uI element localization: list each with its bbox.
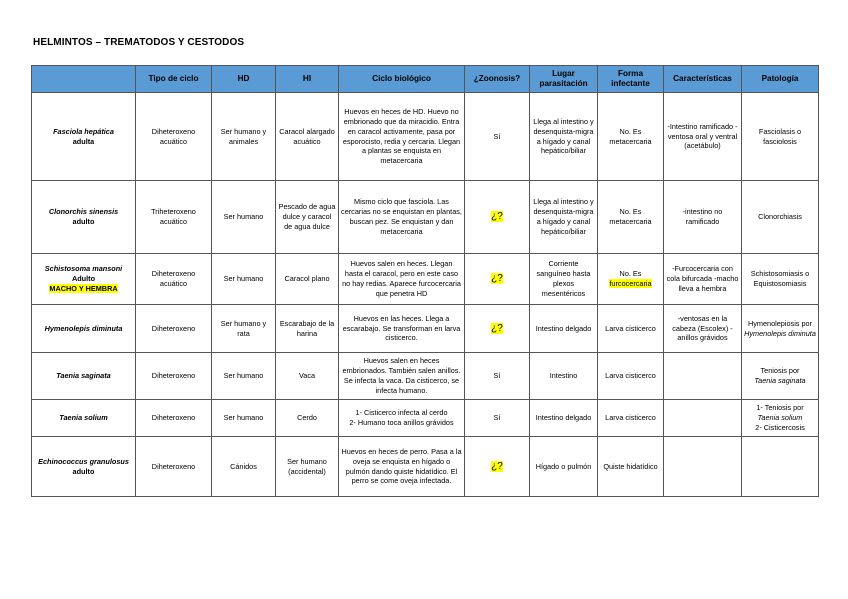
hd-cell: Ser humano <box>212 400 276 437</box>
ciclo-cell: Huevos salen en heces embrionados. También salen anillos. Se infecta la vaca. Da cisticerco, se infecta humano. <box>339 353 465 400</box>
forma-highlight: furcocercaria <box>609 279 652 288</box>
species-name: Taenia saginata <box>56 371 111 381</box>
header-lugar-parasitacion: Lugar parasitación <box>530 66 598 93</box>
caracteristicas-cell <box>664 353 742 400</box>
patologia-cell: Clonorchiasis <box>742 181 819 254</box>
caracteristicas-cell: -Furcocercaria con cola bifurcada -macho lleva a hembra <box>664 254 742 305</box>
forma-cell: No. Es metacercaria <box>598 93 664 181</box>
ciclo-cell: Huevos en las heces. Llega a escarabajo. Se transforman en larva cisticerco. <box>339 305 465 353</box>
species-sex-highlight: MACHO Y HEMBRA <box>49 283 118 293</box>
tipo-ciclo-cell: Diheteroxeno acuático <box>136 254 212 305</box>
lugar-cell: Intestino delgado <box>530 400 598 437</box>
helminth-table <box>31 65 819 497</box>
hi-cell: Vaca <box>276 353 339 400</box>
species-name-cell <box>32 181 136 254</box>
hd-cell: Ser humano <box>212 181 276 254</box>
species-name: Clonorchis sinensis <box>48 207 119 217</box>
species-name: Schistosoma mansoni <box>44 264 123 274</box>
forma-cell: Larva cisticerco <box>598 400 664 437</box>
ciclo-step-2: 2- Humano toca anillos grávidos <box>349 418 454 427</box>
hi-cell: Escarabajo de la harina <box>276 305 339 353</box>
ciclo-cell <box>339 400 465 437</box>
table-row <box>32 181 819 254</box>
table-row <box>32 400 819 437</box>
ciclo-step-1: 1- Cisticerco infecta al cerdo <box>355 408 448 418</box>
table-row <box>32 93 819 181</box>
header-ciclo-biologico: Ciclo biológico <box>339 66 465 93</box>
hd-cell: Cánidos <box>212 437 276 497</box>
lugar-cell: Llega al intestino y desenquista-migra a hígado y canal hepático/biliar <box>530 93 598 181</box>
caracteristicas-cell <box>664 437 742 497</box>
lugar-cell: Intestino delgado <box>530 305 598 353</box>
forma-prefix: No. Es <box>619 269 642 279</box>
patologia-species: Hymenolepis diminuta <box>744 328 816 338</box>
lugar-cell: Corriente sanguíneo hasta plexos mesentéricos <box>530 254 598 305</box>
species-name-cell <box>32 400 136 437</box>
hi-cell: Caracol alargado acuático <box>276 93 339 181</box>
header-hd: HD <box>212 66 276 93</box>
lugar-cell: Intestino <box>530 353 598 400</box>
forma-cell: No. Es metacercaria <box>598 181 664 254</box>
species-name: Echinococcus granulosus <box>38 456 129 466</box>
patologia-cell <box>742 305 819 353</box>
patologia-species: Taenia solium <box>757 413 803 423</box>
zoonosis-cell <box>465 181 530 254</box>
hd-cell: Ser humano y rata <box>212 305 276 353</box>
header-forma-infectante: Forma infectante <box>598 66 664 93</box>
tipo-ciclo-cell: Triheteroxeno acuático <box>136 181 212 254</box>
table-row <box>32 353 819 400</box>
patologia-cell <box>742 353 819 400</box>
tipo-ciclo-cell: Diheteroxeno <box>136 437 212 497</box>
hi-cell: Caracol plano <box>276 254 339 305</box>
ciclo-cell: Huevos en heces de HD. Huevo no embrionado que da miracidio. Entra en caracol activamente, pasa por esporocisto, redia y cercaria. Llegan a plantas se enquista en metacercaria <box>339 93 465 181</box>
species-name-cell <box>32 93 136 181</box>
header-caracteristicas: Características <box>664 66 742 93</box>
hd-cell: Ser humano <box>212 353 276 400</box>
species-stage: adulta <box>72 136 95 146</box>
zoonosis-cell: Sí <box>465 93 530 181</box>
patologia-text-2: 2- Cisticercosis <box>755 422 805 432</box>
forma-cell: Larva cisticerco <box>598 353 664 400</box>
species-name-cell <box>32 437 136 497</box>
species-name: Hymenolepis diminuta <box>44 323 123 333</box>
patologia-text: 1- Teniosis por <box>756 403 804 413</box>
forma-cell <box>598 254 664 305</box>
document-title: HELMINTOS – TREMATODOS Y CESTODOS <box>33 37 245 48</box>
header-hi: HI <box>276 66 339 93</box>
patologia-cell <box>742 437 819 497</box>
caracteristicas-cell: -Intestino ramificado -ventosa oral y ventral (acetábulo) <box>664 93 742 181</box>
header-zoonosis: ¿Zoonosis? <box>465 66 530 93</box>
patologia-cell: Schistosomiasis o Equistosomiasis <box>742 254 819 305</box>
species-name-cell <box>32 305 136 353</box>
zoonosis-unknown-badge: ¿? <box>491 460 503 472</box>
tipo-ciclo-cell: Diheteroxeno <box>136 305 212 353</box>
species-name-cell <box>32 353 136 400</box>
ciclo-cell: Huevos salen en heces. Llegan hasta el caracol, pero en este caso no hay redias. Aparece furcocercaria que penetra HD <box>339 254 465 305</box>
zoonosis-cell <box>465 437 530 497</box>
hi-cell: Pescado de agua dulce y caracol de agua dulce <box>276 181 339 254</box>
hi-cell: Ser humano (accidental) <box>276 437 339 497</box>
tipo-ciclo-cell: Diheteroxeno <box>136 400 212 437</box>
caracteristicas-cell: -intestino no ramificado <box>664 181 742 254</box>
header-tipo-ciclo: Tipo de ciclo <box>136 66 212 93</box>
patologia-text: Hymenolepiosis por <box>747 318 813 328</box>
table-row <box>32 254 819 305</box>
patologia-cell: Fasciolasis o fasciolosis <box>742 93 819 181</box>
patologia-cell <box>742 400 819 437</box>
table-row <box>32 305 819 353</box>
species-stage: adulto <box>72 466 95 476</box>
header-patologia: Patología <box>742 66 819 93</box>
ciclo-cell: Huevos en heces de perro. Pasa a la oveja se enquista en hígado o pulmón dando quiste hidatídico. El perro se come oveja infectada. <box>339 437 465 497</box>
table-row <box>32 437 819 497</box>
zoonosis-cell: Sí <box>465 353 530 400</box>
hi-cell: Cerdo <box>276 400 339 437</box>
species-stage: Adulto <box>71 274 96 284</box>
tipo-ciclo-cell: Diheteroxeno <box>136 353 212 400</box>
forma-cell: Quiste hidatídico <box>598 437 664 497</box>
header-row <box>32 66 819 93</box>
caracteristicas-cell <box>664 400 742 437</box>
forma-cell: Larva cisticerco <box>598 305 664 353</box>
zoonosis-unknown-badge: ¿? <box>491 322 503 334</box>
ciclo-cell: Mismo ciclo que fasciola. Las cercarias no se enquistan en plantas, buscan pez. Se enquistan y dan metacercaria <box>339 181 465 254</box>
patologia-text: Teniosis por <box>760 366 800 376</box>
zoonosis-unknown-badge: ¿? <box>491 211 503 223</box>
zoonosis-cell: Sí <box>465 400 530 437</box>
header-cell-empty <box>32 66 136 93</box>
zoonosis-cell <box>465 254 530 305</box>
caracteristicas-cell: -ventosas en la cabeza (Escolex) -anillos grávidos <box>664 305 742 353</box>
species-name-cell <box>32 254 136 305</box>
lugar-cell: Hígado o pulmón <box>530 437 598 497</box>
zoonosis-unknown-badge: ¿? <box>491 273 503 285</box>
zoonosis-cell <box>465 305 530 353</box>
patologia-species: Taenia saginata <box>754 376 806 385</box>
tipo-ciclo-cell: Diheteroxeno acuático <box>136 93 212 181</box>
hd-cell: Ser humano <box>212 254 276 305</box>
hd-cell: Ser humano y animales <box>212 93 276 181</box>
species-name: Fasciola hepática <box>53 126 114 136</box>
species-stage: adulto <box>72 217 95 226</box>
species-name: Taenia solium <box>59 413 108 423</box>
lugar-cell: Llega al intestino y desenquista-migra a hígado y canal hepático/biliar <box>530 181 598 254</box>
